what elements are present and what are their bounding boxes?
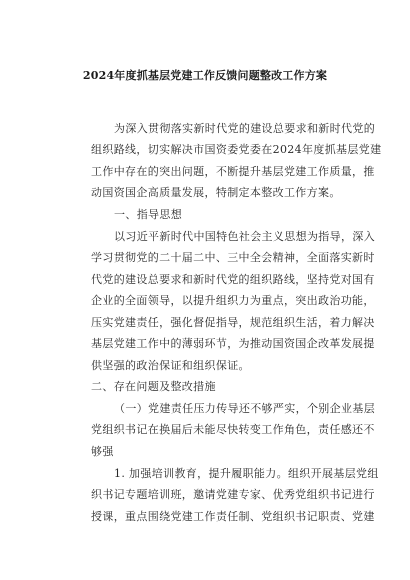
section-heading: 一、指导思想 bbox=[114, 208, 183, 221]
paragraph-line: 1. 加强培训教育，提升履职能力。组织开展基层党组 bbox=[114, 467, 379, 480]
paragraph-line: 织书记专题培训班，邀请党建专家、优秀党组织书记进行 bbox=[91, 488, 375, 501]
paragraph-line: 授课，重点围绕党建工作责任制、党组织书记职责、党建 bbox=[91, 510, 375, 523]
paragraph-line: 供坚强的政治保证和组织保证。 bbox=[91, 359, 250, 372]
paragraph-line: 党组织书记在换届后未能尽快转变工作角色，责任感还不 bbox=[91, 423, 375, 436]
paragraph-line: 为深入贯彻落实新时代党的建设总要求和新时代党的 bbox=[114, 122, 376, 135]
document-title: 2024年度抓基层党建工作反馈问题整改工作方案 bbox=[82, 69, 328, 82]
paragraph-line: 组织路线，切实解决市国资委党委在2024年度抓基层党建 bbox=[91, 143, 382, 156]
section-heading: 二、存在问题及整改措施 bbox=[91, 380, 216, 393]
paragraph-line: 压实党建责任，强化督促指导，规范组织生活，着力解决 bbox=[91, 316, 375, 329]
paragraph-line: 工作中存在的突出问题，不断提升基层党建工作质量，推 bbox=[91, 165, 375, 178]
paragraph-line: 以习近平新时代中国特色社会主义思想为指导，深入 bbox=[114, 230, 376, 243]
paragraph-line: 学习贯彻党的二十届二中、三中全会精神，全面落实新时 bbox=[91, 251, 375, 264]
paragraph-line: 动国资国企高质量发展，特制定本整改工作方案。 bbox=[91, 186, 341, 199]
paragraph-line: （一）党建责任压力传导还不够严实，个别企业基层 bbox=[114, 402, 376, 415]
paragraph-line: 代党的建设总要求和新时代党的组织路线，坚持党对国有 bbox=[91, 273, 375, 286]
paragraph-line: 基层党建工作中的薄弱环节，为推动国资国企改革发展提 bbox=[91, 337, 375, 350]
paragraph-line: 企业的全面领导，以提升组织力为重点，突出政治功能， bbox=[91, 294, 375, 307]
paragraph-line: 够强 bbox=[91, 445, 114, 458]
